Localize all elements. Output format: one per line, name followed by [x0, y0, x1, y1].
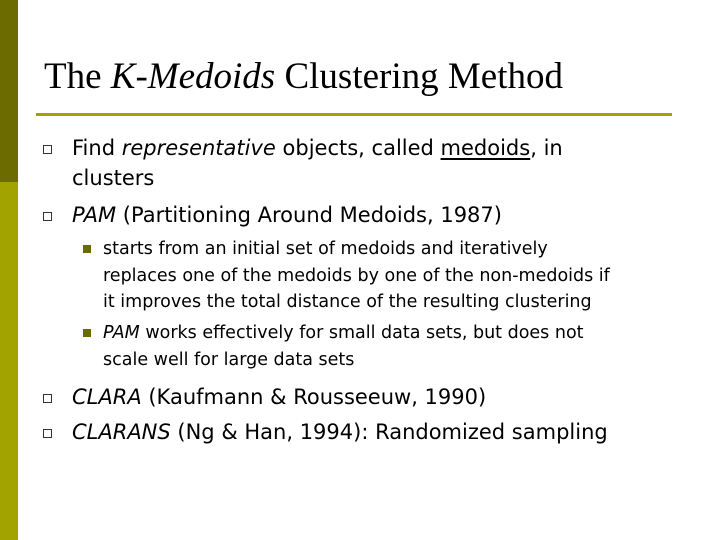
bullet-1-text-line2: clusters — [72, 166, 155, 190]
bullet-4-line — [72, 419, 608, 446]
bullet-2-line — [72, 202, 502, 229]
bullet-1-text-underlined: medoids — [440, 136, 531, 160]
sub-bullet-2-line-1 — [103, 320, 584, 347]
bullet-2-text: (Partitioning Around Medoids, 1987) — [116, 203, 502, 227]
title-italic: K-Medoids — [110, 56, 276, 97]
title-suffix: Clustering Method — [275, 56, 563, 97]
hollow-square-bullet-icon — [39, 390, 55, 406]
bullet-1-line-1 — [72, 135, 563, 162]
hollow-square-bullet-icon — [39, 208, 55, 224]
title-prefix: The — [44, 56, 111, 97]
bullet-3-text: (Kaufmann & Rousseeuw, 1990) — [141, 385, 487, 409]
title-underline-rule — [36, 113, 672, 116]
sub-bullet-1-line-1: starts from an initial set of medoids and iteratively — [103, 239, 548, 259]
bullet-1-text-italic: representative — [121, 136, 276, 160]
slide-title — [44, 54, 563, 100]
bullet-1-text-c: objects, called — [275, 136, 441, 160]
bullet-1-text-a: Find — [72, 136, 122, 160]
sub-bullet-2-italic: PAM — [103, 323, 140, 343]
hollow-square-bullet-icon — [39, 425, 55, 441]
sub-bullet-1-line-2: replaces one of the medoids by one of the non-medoids if — [103, 265, 610, 286]
sidebar-accent-bottom — [0, 182, 18, 540]
sub-bullet-1-line-3: it improves the total distance of the resulting clustering — [103, 292, 592, 312]
bullet-2-italic: PAM — [72, 203, 117, 227]
bullet-3-italic: CLARA — [72, 385, 142, 409]
hollow-square-bullet-icon — [39, 141, 55, 157]
bullet-1-text-e: , in — [530, 136, 563, 160]
sub-bullet-2-line-2: scale well for large data sets — [103, 349, 355, 370]
sub-bullet-2-text: works effectively for small data sets, but does not — [139, 323, 584, 343]
sidebar-accent-top — [0, 0, 18, 182]
bullet-1-line-2 — [72, 165, 154, 192]
bullet-3-line — [72, 384, 486, 411]
bullet-4-italic: CLARANS — [72, 420, 171, 444]
bullet-4-text: (Ng & Han, 1994): Randomized sampling — [170, 420, 608, 444]
filled-square-bullet-icon — [81, 243, 93, 255]
filled-square-bullet-icon — [81, 327, 93, 339]
